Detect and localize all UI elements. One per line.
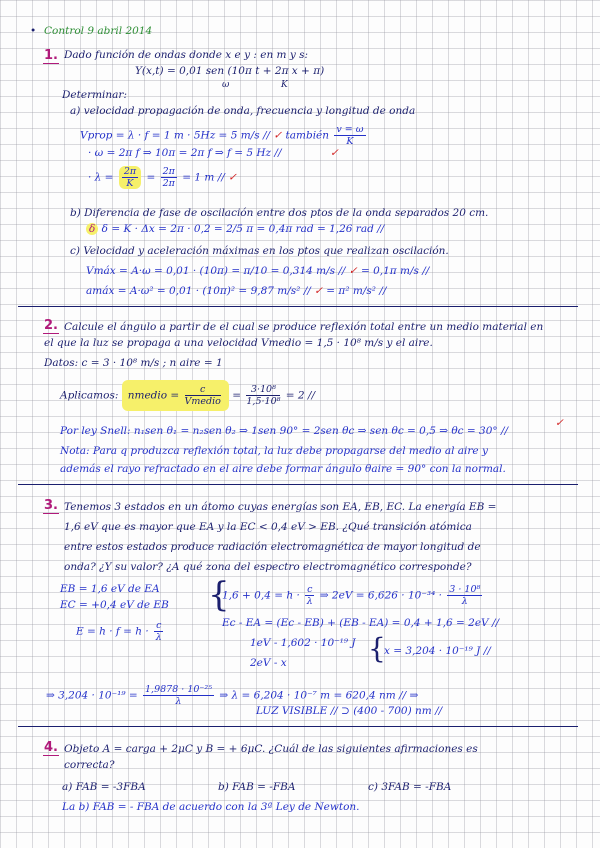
- n-value-fraction: $\frac{\text{3·10⁸}}{\text{1,5·10⁸}}$: [246, 384, 281, 407]
- problem-3-e-formula: E = h · f = h · $\frac{c}{\lambda}$: [76, 620, 162, 643]
- problem-4-option-b: b) FAB = -FBA: [218, 781, 296, 793]
- problem-4-option-c: c) 3FAB = -FBA: [368, 781, 452, 793]
- lambda-fraction-2: $\frac{2\pi}{2\pi}$: [162, 166, 175, 189]
- problem-3-eb: EB = 1,6 eV de EA: [60, 583, 160, 595]
- problem-2-datos: Datos: c = 3 · 10⁸ m/s ; n aire = 1: [44, 357, 223, 369]
- header-bullet: •: [30, 25, 37, 37]
- problem-1a-omega: · ω = 2π f ⇒ 10π = 2π f ⇒ f = 5 Hz //: [88, 147, 282, 159]
- problem-2-nota1: Nota: Para q produzca reflexión total, la luz debe propagarse del medio al aire y: [60, 445, 488, 457]
- problem-2-nota2: además el rayo refractado en el aire debe formar ángulo θaire = 90° con la normal.: [60, 463, 506, 475]
- problem-2-aplicamos: Aplicamos: nmedio = $\frac{c}{\text{Vmedio}}$ = $\frac{\text{3·10⁸}}{\text{1,5·10⁸}}$ = 2 //: [60, 380, 315, 411]
- problem-3-conversion2: 2eV - x: [250, 657, 287, 669]
- equation-omega-label: ω: [222, 80, 230, 90]
- check-icon: ✓: [273, 129, 283, 142]
- check-icon: ✓: [555, 417, 564, 429]
- problem-1b-line: δ δ = K · Δx = 2π · 0,2 = 2/5 π = 0,4π rad = 1,26 rad //: [86, 222, 384, 236]
- problem-4-answer: La b) FAB = - FBA de acuerdo con la 3ª Ley de Newton.: [62, 801, 360, 813]
- problem-1a-label: a) velocidad propagación de onda, frecuencia y longitud de onda: [70, 105, 416, 117]
- system-brace: {: [208, 575, 230, 615]
- problem-3-zone: LUZ VISIBLE // ⊃ (400 - 700) nm //: [256, 705, 443, 717]
- problem-1c-label: c) Velocidad y aceleración máximas en los ptos que realizan oscilación.: [70, 245, 449, 257]
- equation-k-label: K: [281, 80, 288, 90]
- problem-4-line1: Objeto A = carga + 2μC y B = + 6μC. ¿Cuál de las siguientes afirmaciones es: [64, 743, 478, 755]
- conversion-brace: {: [368, 632, 386, 665]
- problem-1-statement: Dado función de ondas donde x e y : en m y s:: [64, 49, 309, 61]
- problem-1c-velocity: Vmáx = A·ω = 0,01 · (10π) = π/10 = 0,314 m/s // ✓ = 0,1π m/s //: [86, 265, 430, 277]
- problem-1c-acceleration: amáx = A·ω² = 0,01 · (10π)² = 9,87 m/s² // ✓ = π² m/s² //: [86, 285, 387, 297]
- check-icon: ✓: [228, 171, 237, 184]
- problem-1a-lambda: · λ = $\frac{2\pi}{K}$ = $\frac{2\pi}{2\pi}$ = 1 m // ✓: [88, 166, 237, 189]
- problem-2-line2: el que la luz se propaga a una velocidad Vmedio = 1,5 · 10⁸ m/s y el aire.: [44, 337, 433, 349]
- also-fraction: $\frac{v = \omega}{K}$: [336, 124, 364, 147]
- problem-4-number: 4.: [44, 740, 58, 755]
- problem-2-number: 2.: [44, 318, 58, 333]
- problem-1-number: 1.: [44, 48, 58, 63]
- problem-1b-label: b) Diferencia de fase de oscilación entre dos ptos de la onda separados 20 cm.: [70, 207, 489, 219]
- problem-4-option-a: a) FAB = -3FBA: [62, 781, 146, 793]
- problem-1-equation: Y(x,t) = 0,01 sen (10π t + 2π x + π): [135, 65, 325, 77]
- section-divider: [18, 306, 578, 307]
- problem-3-conversion-result: x = 3,204 · 10⁻¹⁹ J //: [384, 645, 491, 657]
- section-divider: [18, 726, 578, 727]
- problem-3-line2: 1,6 eV que es mayor que EA y la EC < 0,4 eV > EB. ¿Qué transición atómica: [64, 521, 472, 533]
- problem-2-line1: Calcule el ángulo a partir de el cual se produce reflexión total entre un medio material en: [64, 321, 544, 333]
- problem-4-line2: correcta?: [64, 759, 115, 771]
- problem-3-number: 3.: [44, 498, 58, 513]
- problem-3-system1: 1,6 + 0,4 = h · $\frac{c}{\lambda}$ ⇒ 2eV = 6,626 · 10⁻³⁴ · $\frac{\text{3 · 10⁸}}{\lambda}$: [222, 584, 481, 607]
- problem-3-line1: Tenemos 3 estados en un átomo cuyas energías son EA, EB, EC. La energía EB =: [64, 501, 497, 513]
- check-icon: ✓: [330, 147, 339, 159]
- problem-3-line4: onda? ¿Y su valor? ¿A qué zona del espectro electromagnético corresponde?: [64, 561, 472, 573]
- problem-3-line3: entre estos estados produce radiación electromagnética de mayor longitud de: [64, 541, 481, 553]
- problem-3-final: ⇒ 3,204 · 10⁻¹⁹ = $\frac{\text{1,9878 · 10⁻²⁵}}{\lambda}$ ⇒ λ = 6,204 · 10⁻⁷ m = 620,4 nm // ⇒: [46, 684, 419, 707]
- lambda-fraction-1: $\frac{2\pi}{K}$: [119, 166, 141, 189]
- velocity-formula: Vprop = λ · f = 1 m · 5Hz = 5 m/s: [80, 129, 260, 142]
- problem-1-determinar: Determinar:: [62, 89, 127, 101]
- problem-3-ec: EC = +0,4 eV de EB: [60, 599, 169, 611]
- problem-1a-velocity: [80, 124, 368, 147]
- velocity-end: //: [262, 129, 271, 142]
- section-divider: [18, 484, 578, 485]
- also-label: también: [285, 129, 330, 142]
- highlighted-n-formula: nmedio = $\frac{c}{\text{Vmedio}}$: [122, 380, 229, 411]
- problem-2-snell: Por ley Snell: n₁sen θ₁ = n₂sen θ₂ ⇒ 1sen 90° = 2sen θc ⇒ sen θc = 0,5 ⇒ θc = 30° //: [60, 425, 509, 437]
- problem-3-system2: Ec - EA = (Ec - EB) + (EB - EA) = 0,4 + 1,6 = 2eV //: [222, 617, 500, 629]
- problem-3-conversion1: 1eV - 1,602 · 10⁻¹⁹ J: [250, 637, 356, 649]
- header-date: Control 9 abril 2014: [44, 25, 153, 37]
